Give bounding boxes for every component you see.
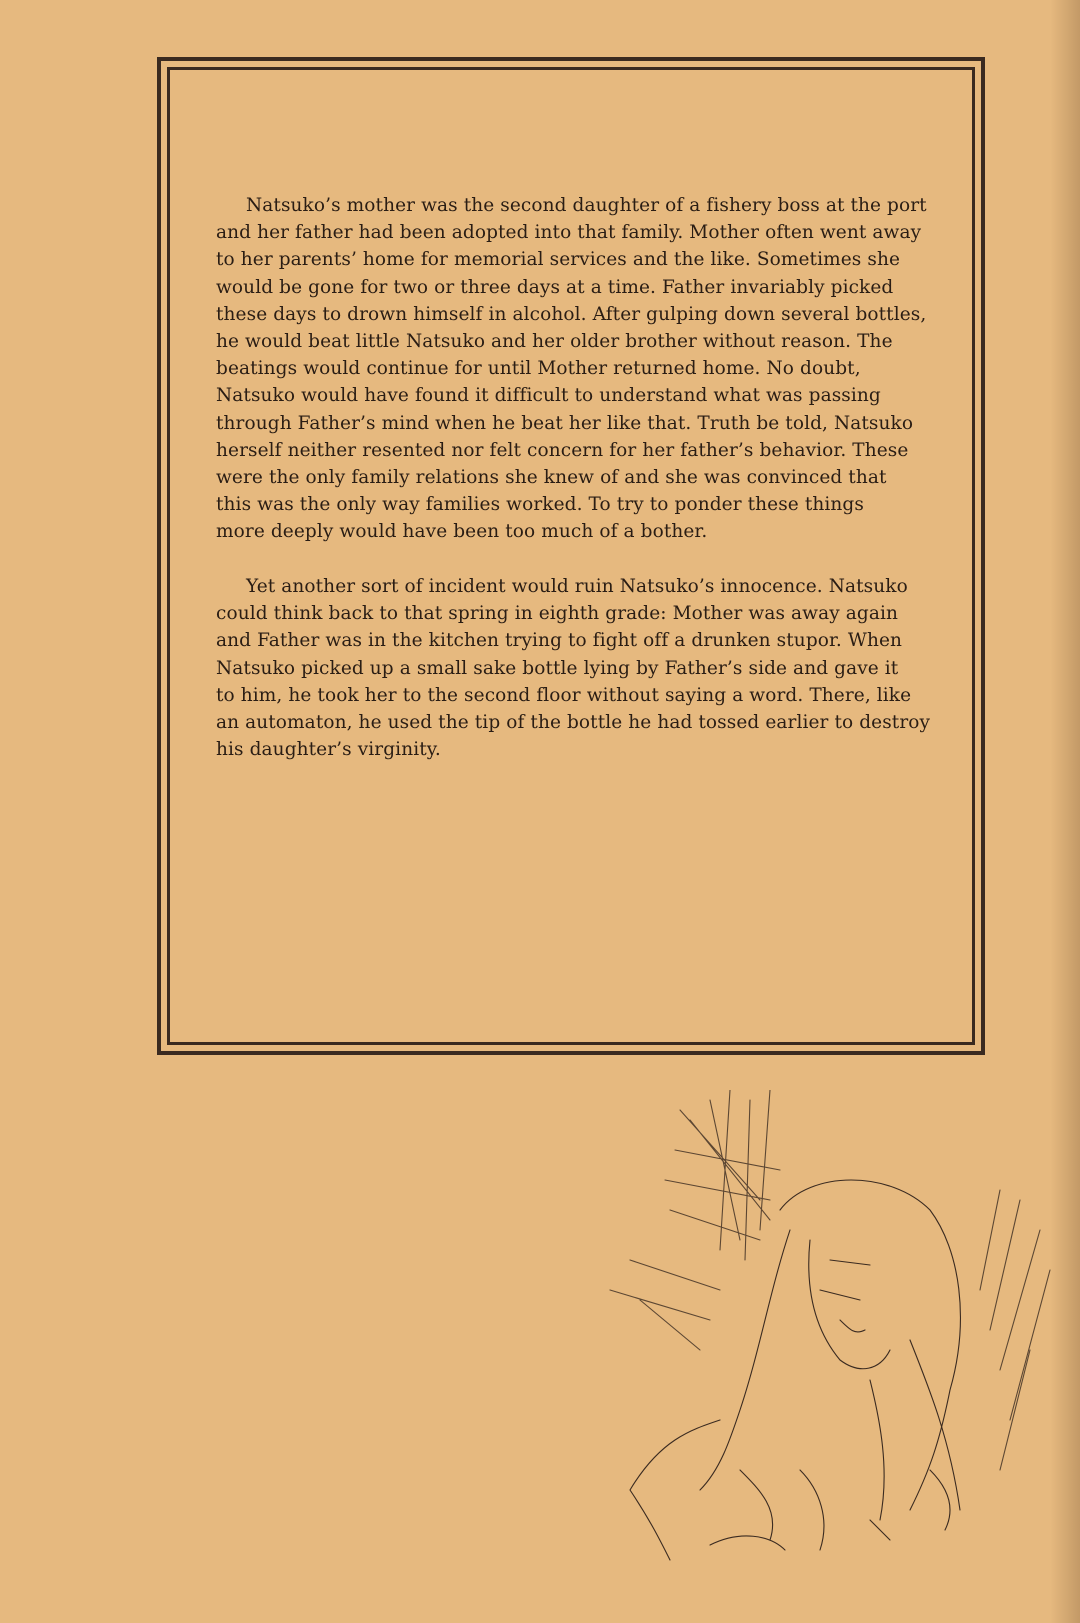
paragraph-2 xyxy=(216,573,936,763)
sketch-illustration xyxy=(570,1090,1080,1570)
text-line: were the only family relations she knew of and she was convinced that xyxy=(216,467,887,489)
text-line: beatings would continue for until Mother returned home. No doubt, xyxy=(216,358,861,380)
text-line: an automaton, he used the tip of the bottle he had tossed earlier to destroy xyxy=(216,712,931,734)
sketch-hatching xyxy=(610,1090,1050,1470)
text-line: this was the only way families worked. To try to ponder these things xyxy=(216,494,864,516)
text-line: to her parents’ home for memorial services and the like. Sometimes she xyxy=(216,249,901,271)
text-line: and Father was in the kitchen trying to fight off a drunken stupor. When xyxy=(216,630,903,652)
text-line: could think back to that spring in eighth grade: Mother was away again xyxy=(216,603,899,625)
text-line: more deeply would have been too much of a bother. xyxy=(216,521,708,543)
text-line: these days to drown himself in alcohol. After gulping down several bottles, xyxy=(216,303,927,325)
paragraph-1 xyxy=(216,192,936,546)
page-edge-shadow xyxy=(1050,0,1080,1623)
text-line: he would beat little Natsuko and her older brother without reason. The xyxy=(216,331,893,353)
sketch-figure xyxy=(630,1180,960,1560)
text-line: Yet another sort of incident would ruin Natsuko’s innocence. Natsuko xyxy=(246,576,908,597)
text-line: to him, he took her to the second floor without saying a word. There, like xyxy=(216,684,912,706)
text-line: would be gone for two or three days at a time. Father invariably picked xyxy=(216,276,894,298)
text-line: herself neither resented nor felt concern for her father’s behavior. These xyxy=(216,439,909,461)
text-line: through Father’s mind when he beat her like that. Truth be told, Natsuko xyxy=(216,412,914,434)
text-line: his daughter’s virginity. xyxy=(216,739,441,761)
text-line: and her father had been adopted into that family. Mother often went away xyxy=(216,222,922,244)
text-line: Natsuko’s mother was the second daughter of a fishery boss at the port xyxy=(246,195,927,216)
text-line: Natsuko would have found it difficult to understand what was passing xyxy=(216,385,881,407)
text-line: Natsuko picked up a small sake bottle lying by Father’s side and gave it xyxy=(216,657,899,679)
